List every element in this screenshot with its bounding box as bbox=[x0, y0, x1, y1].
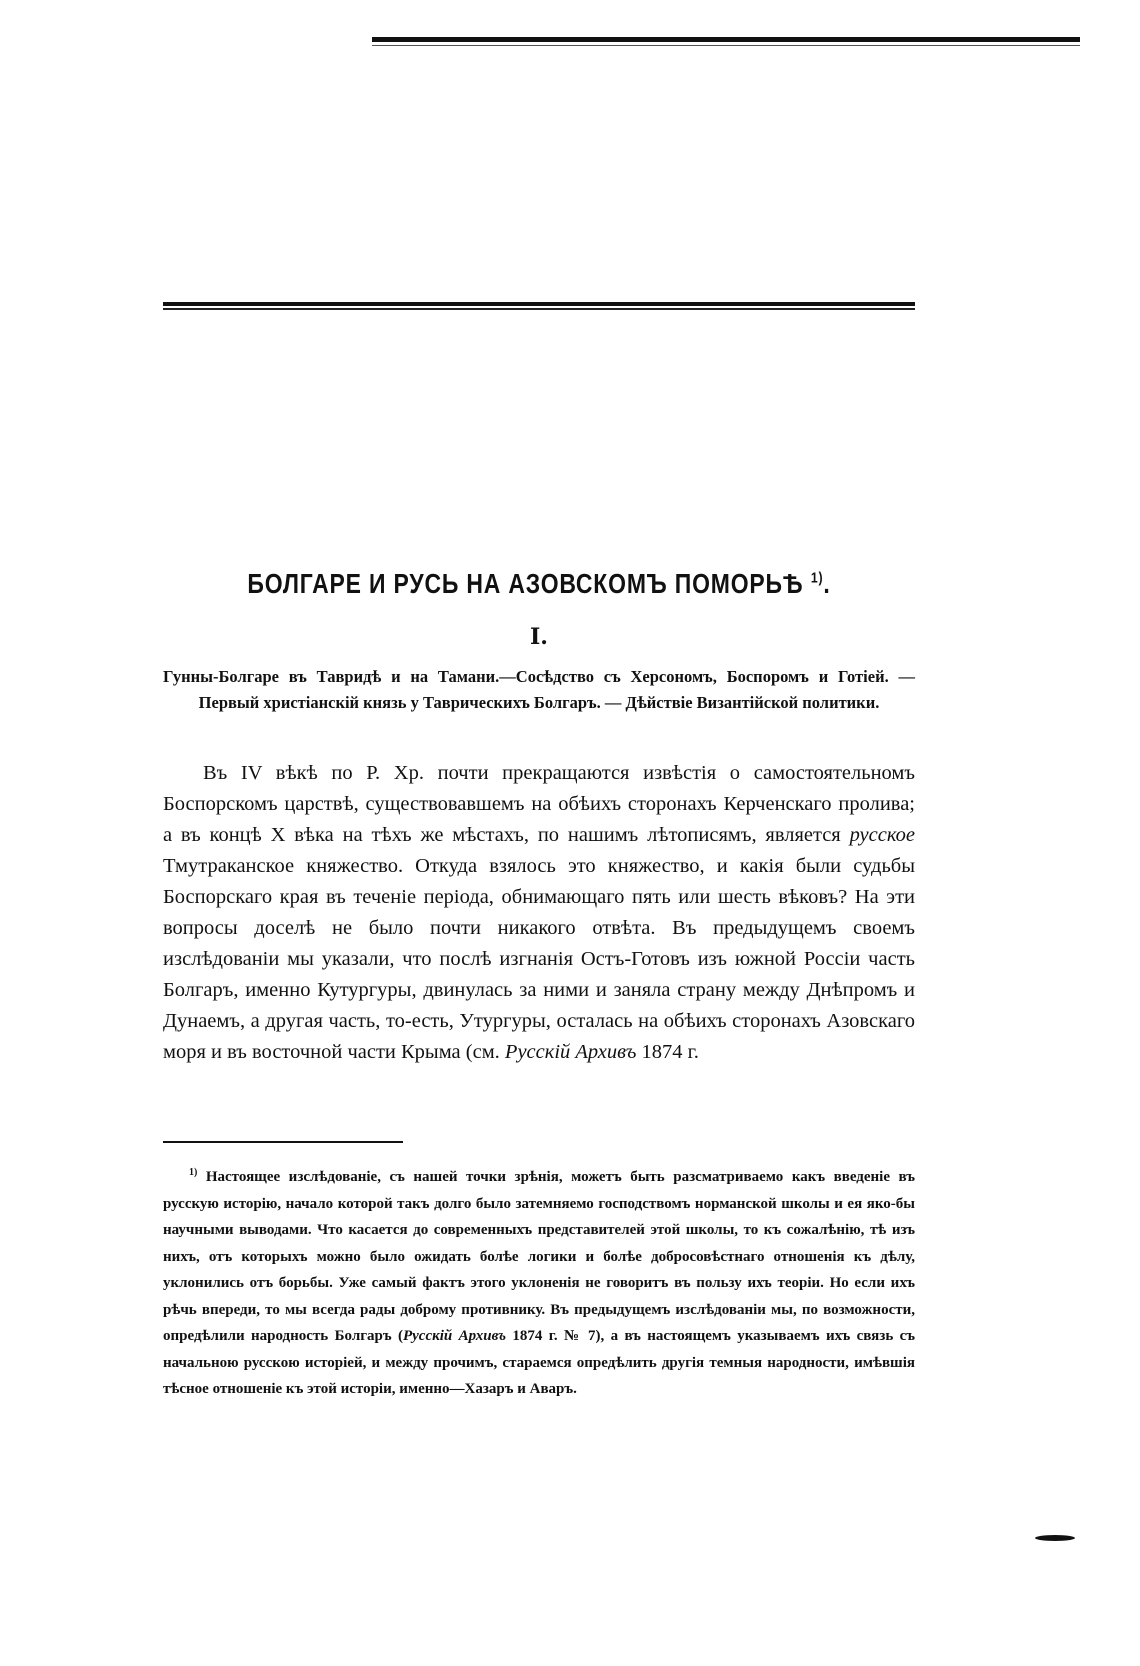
header-double-rule bbox=[163, 302, 915, 306]
body-italic-archive: Русскій Архивъ bbox=[504, 1041, 637, 1063]
article-title-text: БОЛГАРЕ И РУСЬ НА АЗОВСКОМЪ ПОМОРЬѢ bbox=[247, 568, 804, 599]
section-summary: Гунны-Болгаре въ Тавридѣ и на Тамани.—Сосѣдство съ Херсономъ, Боспоромъ и Готіей. — Первый христіанскій князь у Таврическихъ Болгаръ. — Дѣйствіе Византійской политики. bbox=[163, 667, 915, 712]
body-paragraph bbox=[163, 758, 915, 1068]
footnote-text-1: Настоящее изслѣдованіе, съ нашей точки зрѣнія, можетъ быть разсматриваемо какъ введеніе въ русскую исторію, начало которой такъ долго было затемняемо господствомъ норманской школы и ея яко-бы научными выводами. Что касается до современныхъ представителей этой школы, то къ сожалѣнію, тѣ изъ нихъ, отъ которыхъ можно было ожидать болѣе логики и болѣе добросовѣстнаго отношенія къ дѣлу, уклонились отъ борьбы. Уже самый фактъ этого уклоненія не говоритъ въ пользу ихъ теоріи. Но если ихъ рѣчь впереди, то мы всегда рады доброму противнику. Въ предыдущемъ изслѣдованіи мы, по возможности, опредѣлили народность Болгаръ ( bbox=[163, 1169, 915, 1344]
footnote-text-2: 1874 г. № 7), а въ настоящемъ указываемъ ихъ связь съ начальною русскою исторіей, и между прочимъ, стараемся опредѣлить другія темныя народности, имѣвшія тѣсное отношеніе къ этой исторіи, именно—Хазаръ и Аваръ. bbox=[163, 1328, 916, 1397]
footnote bbox=[163, 1160, 915, 1403]
body-text-2: Тмутраканское княжество. Откуда взялось это княжество, и какія были судьбы Боспорскаго края въ теченіе періода, обнимающаго пять или шесть вѣковъ? На эти вопросы доселѣ не было почти никакого отвѣта. Въ предыдущемъ своемъ изслѣдованіи мы указали, что послѣ изгнанія Остъ-Готовъ изъ южной Россіи часть Болгаръ, именно Кутургуры, двинулась за ними и заняла страну между Днѣпромъ и Дунаемъ, а другая часть, то-есть, Утургуры, осталась на обѣихъ сторонахъ Азовскаго моря и въ восточной части Крыма (см. bbox=[163, 855, 915, 1063]
top-rule bbox=[372, 37, 1080, 42]
ink-mark bbox=[1035, 1535, 1075, 1541]
section-number: I. bbox=[530, 624, 548, 650]
title-footnote-ref[interactable]: 1) bbox=[810, 569, 824, 587]
footnote-italic-archive: Русскій Архивъ bbox=[402, 1328, 507, 1344]
body-italic-russkoe: русское bbox=[849, 824, 915, 846]
body-text-3: 1874 г. bbox=[641, 1041, 699, 1063]
footnote-rule bbox=[163, 1141, 403, 1143]
body-text-1: Въ IV вѣкѣ по Р. Хр. почти прекращаются извѣстія о самостоятельномъ Боспорскомъ царствѣ, существовавшемъ на обѣихъ сторонахъ Керченскаго пролива; а въ концѣ X вѣка на тѣхъ же мѣстахъ, по нашимъ лѣтописямъ, является bbox=[163, 762, 915, 846]
article-title: БОЛГАРЕ И РУСЬ НА АЗОВСКОМЪ ПОМОРЬѢ $^{1)}$. bbox=[247, 568, 831, 599]
footnote-marker: 1) bbox=[189, 1167, 198, 1178]
